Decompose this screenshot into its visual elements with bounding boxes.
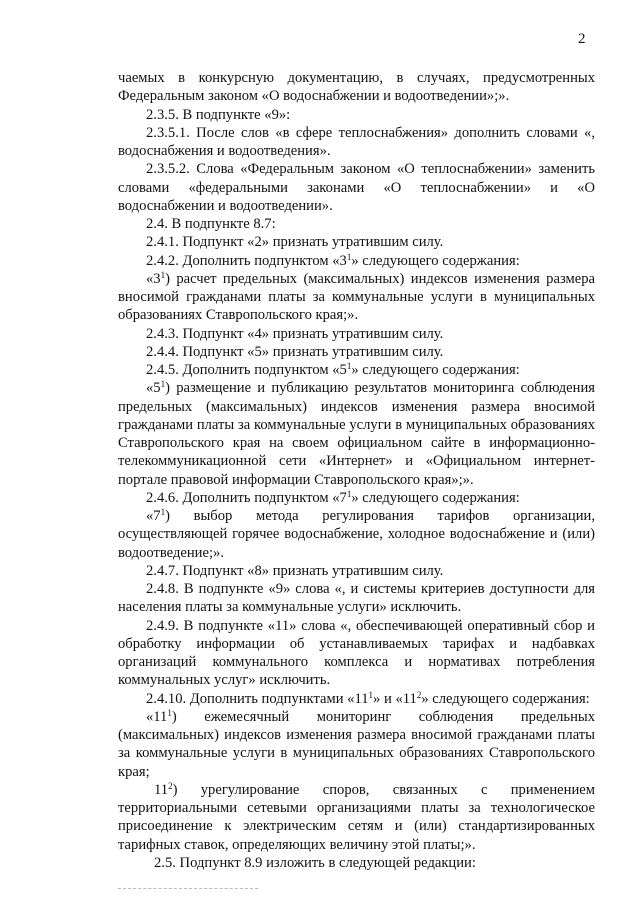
paragraph-quote-11-2: $11^2$) урегулирование споров, связанных с применением территориальными сетевыми организациями платы за технологическое присоединение к электрическим сетям и (или) стандартизированных тарифных ставок, определяющих величину этой платы;». — [118, 780, 595, 853]
paragraph-2-4-7: 2.4.7. Подпункт «8» признать утратившим силу. — [146, 562, 444, 579]
paragraph-2-3-5-2: 2.3.5.2. Слова «Федеральным законом «О теплоснабжении» заменить словами «федеральными законами «О теплоснабжении» и «О водоснабжении и водоотведении». — [118, 161, 595, 214]
paragraph-2-4-10: 2.4.10. Дополнить подпунктами «$11^1$» и «$11^2$» следующего содержания: — [146, 689, 590, 707]
paragraph-2-3-5-1: 2.3.5.1. После слов «в сфере теплоснабжения» дополнить словами «, водоснабжения и водоотведения». — [118, 124, 595, 159]
paragraph-quote-7-1: «$7^1$) выбор метода регулирования тарифов организации, осуществляющей горячее водоснабжение, холодное водоснабжение и (или) водоотведение;». — [118, 507, 595, 561]
paragraph-continuation: чаемых в конкурсную документацию, в случаях, предусмотренных Федеральным законом «О водоснабжении и водоотведении»;». — [118, 70, 595, 105]
page-number: 2 — [578, 31, 586, 47]
paragraph-2-4: 2.4. В подпункте 8.7: — [146, 216, 276, 232]
paragraph-2-4-5: 2.4.5. Дополнить подпунктом «$5^1$» следующего содержания: — [146, 361, 520, 378]
paragraph-2-4-2: 2.4.2. Дополнить подпунктом «$3^1$» следующего содержания: — [146, 251, 520, 269]
bottom-divider — [118, 888, 258, 889]
paragraph-quote-5-1: «$5^1$) размещение и публикацию результатов мониторинга соблюдения предельных (максимальных) индексов изменения размера вносимой гражданами платы за коммунальные услуги в муниципальных образованиях Ставропольского края на своем официальном сайте в информационно-телекоммуникационной сети «Интернет» и «Официальном интернет-портале правовой информации Ставропольского края»;». — [118, 379, 595, 488]
paragraph-2-4-3: 2.4.3. Подпункт «4» признать утратившим силу. — [146, 325, 444, 342]
paragraph-quote-11-1: «$11^1$) ежемесячный мониторинг соблюдения предельных (максимальных) индексов изменения размера вносимой гражданами платы за коммунальные услуги в муниципальных образованиях Ставропольского края; — [118, 707, 595, 780]
paragraph-2-4-1: 2.4.1. Подпункт «2» признать утратившим силу. — [146, 234, 444, 251]
paragraph-2-4-9: 2.4.9. В подпункте «11» слова «, обеспечивающей оперативный сбор и обработку информации об устанавливаемых тарифах и надбавках организаций коммунального комплекса и нормативах потребления коммунальных услуг» исключить. — [118, 617, 595, 689]
paragraph-2-4-6: 2.4.6. Дополнить подпунктом «$7^1$» следующего содержания: — [146, 488, 520, 506]
paragraph-2-4-4: 2.4.4. Подпункт «5» признать утратившим силу. — [146, 343, 444, 360]
paragraph-2-3-5: 2.3.5. В подпункте «9»: — [146, 106, 291, 123]
paragraph-quote-3-1: «$3^1$) расчет предельных (максимальных) индексов изменения размера вносимой гражданами платы за коммунальные услуги в муниципальных образованиях Ставропольского края;». — [118, 269, 595, 324]
document-body — [118, 69, 595, 872]
paragraph-2-4-8: 2.4.8. В подпункте «9» слова «, и системы критериев доступности для населения платы за коммунальные услуги» исключить. — [118, 581, 595, 616]
paragraph-2-5: 2.5. Подпункт 8.9 изложить в следующей редакции: — [154, 854, 476, 871]
